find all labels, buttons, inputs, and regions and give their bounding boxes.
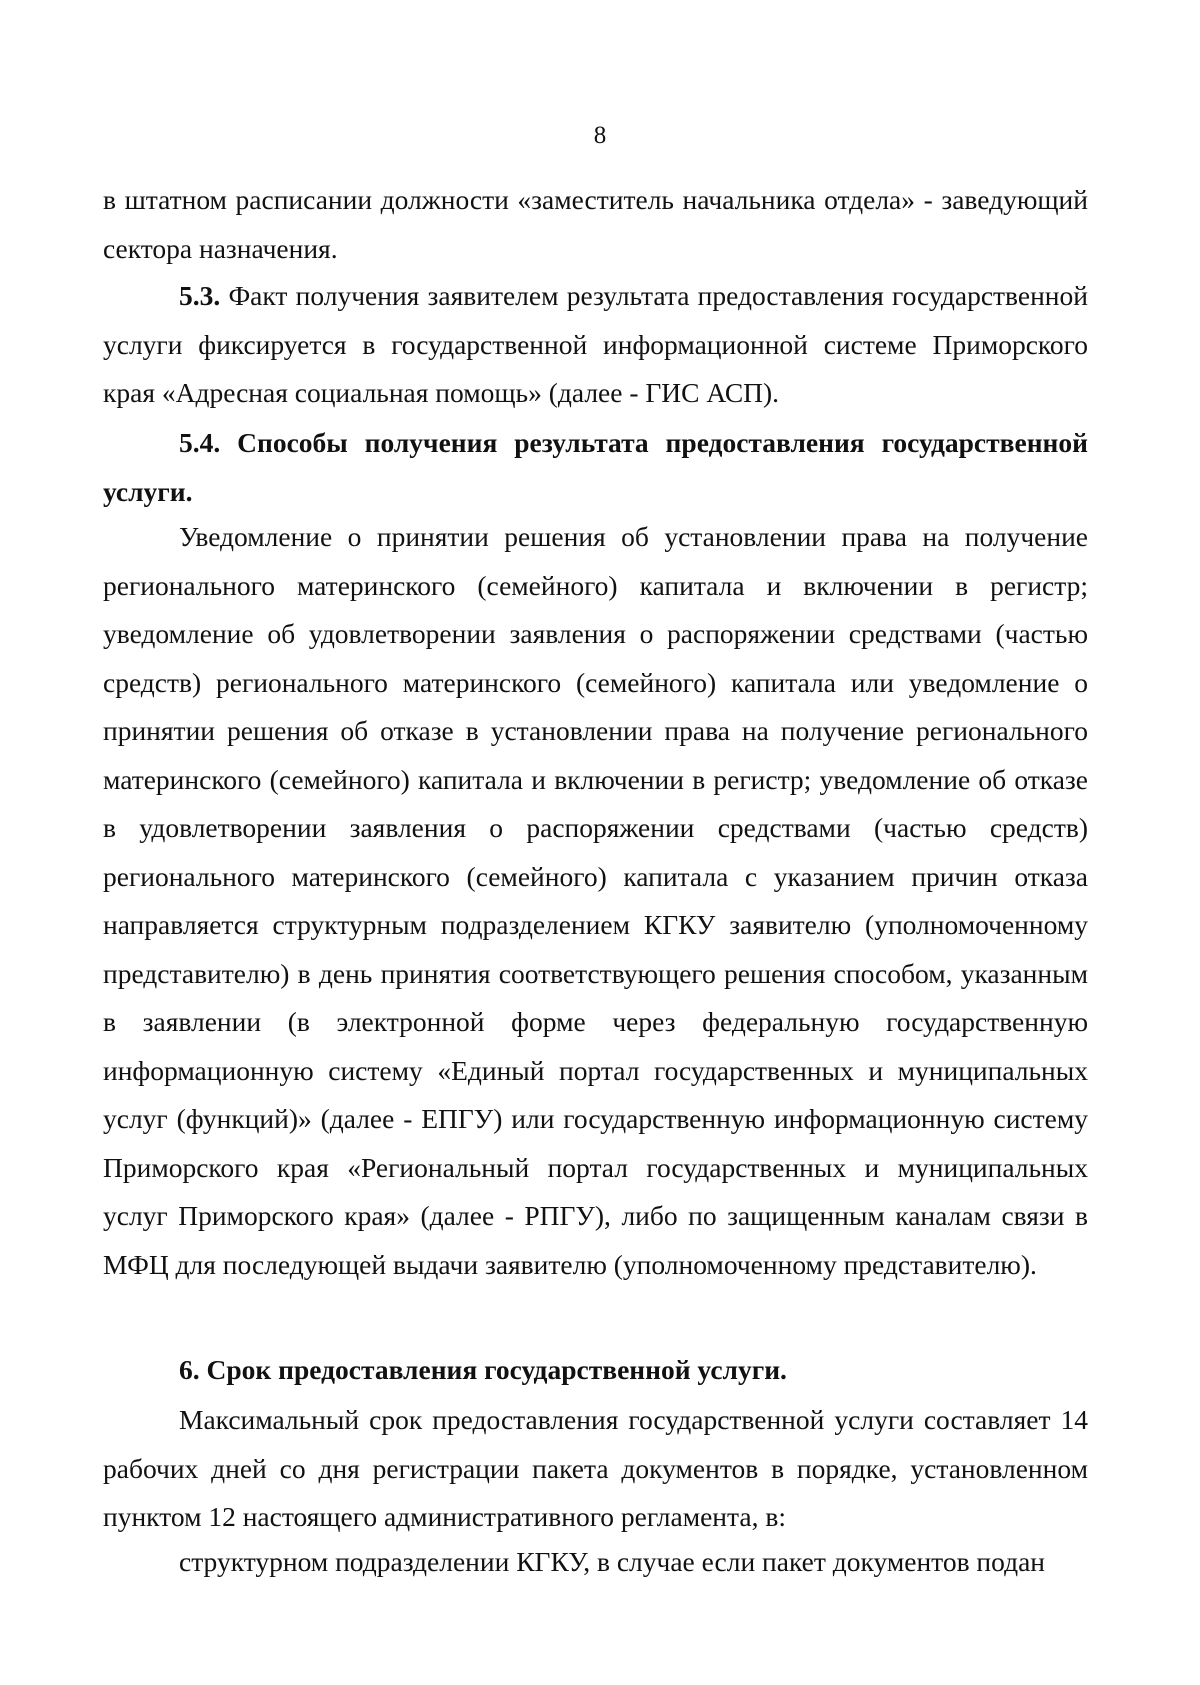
paragraph-text: в штатном расписании должности «заместитель начальника отдела» - заведующий сектора назначения. [103,184,1088,264]
heading-5-4 [103,419,1088,516]
paragraph-5-3 [103,272,1088,418]
page-number: 8 [593,122,607,149]
paragraph-5-3-number: 5.3. [179,280,221,311]
heading-6 [103,1346,1088,1395]
paragraph-max-term [103,1396,1088,1542]
heading-5-4-text: 5.4. Способы получения результата предоставления государственной услуги. [103,427,1088,507]
heading-6-text: 6. Срок предоставления государственной услуги. [179,1354,787,1385]
paragraph-5-3-body: Факт получения заявителем результата предоставления государственной услуги фиксируется в государственной информационной системе Приморского края «Адресная социальная помощь» (далее - ГИС АСП). [103,280,1088,408]
paragraph-continuation [103,176,1088,273]
paragraph-structural-unit-text: структурном подразделении КГКУ, в случае если пакет документов подан [179,1546,1046,1577]
paragraph-result-notification [103,513,1088,1289]
paragraph-result-text: Уведомление о принятии решения об установлении права на получение регионального материнского (семейного) капитала и включении в регистр; уведомление об удовлетворении заявления о распоряжении средствами (частью средств) регионального материнского (семейного) капитала или уведомление о принятии решения об отказе в установлении права на получение регионального материнского (семейного) капитала и включении в регистр; уведомление об отказе в удовлетворении заявления о распоряжении средствами (частью средств) регионального материнского (семейного) капитала с указанием причин отказа направляется структурным подразделением КГКУ заявителю (уполномоченному представителю) в день принятия соответствующего решения способом, указанным в заявлении (в электронной форме через федеральную государственную информационную систему «Единый портал государственных и муниципальных услуг (функций)» (далее - ЕПГУ) или государственную информационную систему Приморского края «Региональный портал государственных и муниципальных услуг Приморского края» (далее - РПГУ), либо по защищенным каналам связи в МФЦ для последующей выдачи заявителю (уполномоченному представителю). [103,521,1088,1280]
paragraph-max-term-text: Максимальный срок предоставления государственной услуги составляет 14 рабочих дней со дня регистрации пакета документов в порядке, установленном пунктом 12 настоящего административного регламента, в: [103,1404,1088,1532]
paragraph-structural-unit [103,1538,1088,1587]
paragraph-5-3-text [103,272,1088,418]
